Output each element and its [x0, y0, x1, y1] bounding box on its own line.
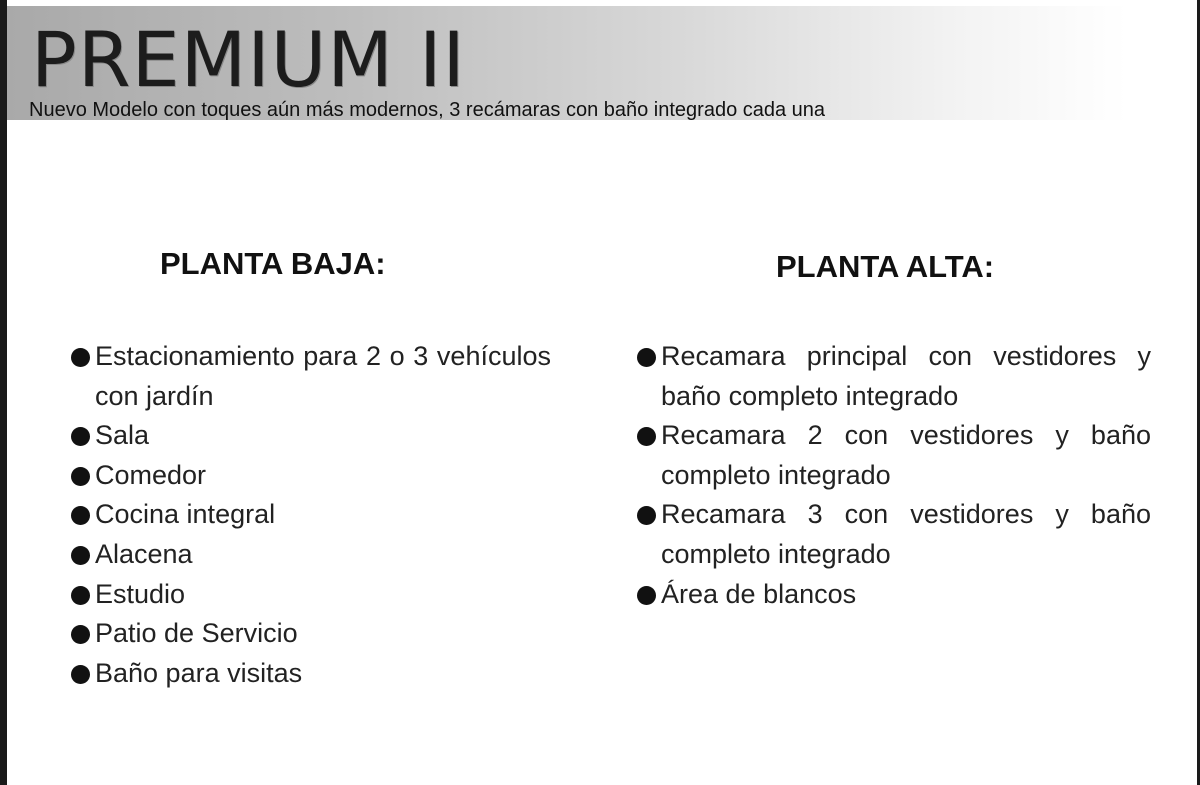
- list-item-text: Recamara principal con vestidores y baño completo integrado: [661, 341, 1151, 411]
- list-item: [71, 614, 551, 654]
- list-item: [637, 416, 1151, 495]
- list-item-text: Cocina integral: [95, 499, 276, 530]
- list-item: [71, 654, 551, 694]
- page-subtitle: Nuevo Modelo con toques aún más modernos, 3 recámaras con baño integrado cada una: [29, 99, 826, 121]
- planta-baja-heading: PLANTA BAJA:: [160, 246, 386, 281]
- bullet-icon: [71, 586, 90, 605]
- list-item: [637, 337, 1151, 416]
- list-item: [637, 495, 1151, 574]
- planta-baja-list: [71, 337, 551, 693]
- list-item-text: Estacionamiento para 2 o 3 vehículos con jardín: [95, 341, 551, 411]
- list-item: [71, 416, 551, 456]
- bullet-icon: [71, 546, 90, 565]
- list-item-text: Área de blancos: [661, 578, 857, 609]
- bullet-icon: [71, 427, 90, 446]
- bullet-icon: [71, 506, 90, 525]
- list-item-text: Alacena: [95, 538, 193, 569]
- list-item: [71, 535, 551, 575]
- page-title: PREMIUM II: [31, 15, 466, 104]
- bullet-icon: [637, 348, 656, 367]
- planta-alta-heading: PLANTA ALTA:: [776, 249, 995, 284]
- list-item: [71, 495, 551, 535]
- title-banner: [7, 6, 1127, 120]
- list-item-text: Estudio: [95, 578, 186, 609]
- list-item: [71, 337, 551, 416]
- list-item-text: Comedor: [95, 459, 207, 490]
- bullet-icon: [637, 586, 656, 605]
- list-item: [637, 575, 1151, 615]
- list-item-text: Recamara 2 con vestidores y baño completo integrado: [661, 420, 1151, 490]
- bullet-icon: [637, 427, 656, 446]
- planta-alta-list: [637, 337, 1151, 614]
- list-item-text: Sala: [95, 420, 150, 451]
- list-item-text: Recamara 3 con vestidores y baño completo integrado: [661, 499, 1151, 569]
- bullet-icon: [71, 348, 90, 367]
- slide: [7, 0, 1197, 785]
- bullet-icon: [71, 625, 90, 644]
- bullet-icon: [71, 467, 90, 486]
- list-item-text: Patio de Servicio: [95, 618, 298, 649]
- list-item: [71, 456, 551, 496]
- list-item-text: Baño para visitas: [95, 657, 303, 688]
- list-item: [71, 575, 551, 615]
- bullet-icon: [637, 506, 656, 525]
- bullet-icon: [71, 665, 90, 684]
